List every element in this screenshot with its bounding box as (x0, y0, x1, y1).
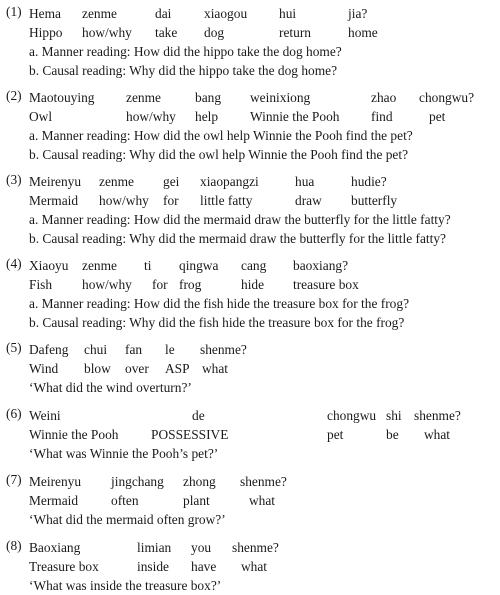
gloss-word: Winnie the Pooh (29, 427, 119, 442)
gloss-line (29, 191, 499, 210)
gloss-word: be (386, 427, 399, 442)
translation: ‘What did the mermaid often grow?’ (29, 512, 226, 527)
gloss-word: Mermaid (29, 193, 79, 208)
gloss-word: home (348, 25, 378, 40)
example-number: (8) (6, 538, 22, 553)
source-word: zenme (126, 90, 161, 105)
source-word: gei (163, 174, 180, 189)
manner-reading: a. Manner reading: How did the hippo take the dog home? (29, 44, 342, 59)
gloss-word: over (125, 361, 149, 376)
source-word: Weini (29, 408, 61, 423)
gloss-word: little fatty (200, 193, 253, 208)
source-line (29, 88, 499, 107)
gloss-word: have (191, 559, 217, 574)
source-word: hui (279, 6, 297, 21)
gloss-word: inside (137, 559, 169, 574)
source-word: cang (241, 258, 267, 273)
source-word: qingwa (179, 258, 219, 273)
example-number: (4) (6, 256, 22, 271)
example-number: (3) (6, 172, 22, 187)
source-line (29, 340, 499, 359)
gloss-word: what (424, 427, 451, 442)
gloss-word: how/why (82, 277, 132, 292)
source-word: zhao (371, 90, 397, 105)
source-word: de (192, 408, 205, 423)
gloss-word: pet (429, 109, 446, 124)
gloss-word: for (163, 193, 179, 208)
source-word: xiaogou (204, 6, 248, 21)
gloss-word: Owl (29, 109, 53, 124)
gloss-word: pet (327, 427, 344, 442)
gloss-word: Wind (29, 361, 59, 376)
source-word: you (191, 540, 212, 555)
source-word: Maotouying (29, 90, 95, 105)
source-word: shenme? (200, 342, 247, 357)
source-line (29, 172, 499, 191)
gloss-line (29, 425, 499, 444)
source-word: jia? (348, 6, 368, 21)
source-line (29, 4, 499, 23)
example-number: (1) (6, 4, 22, 19)
source-word: zenme (99, 174, 134, 189)
gloss-word: often (111, 493, 139, 508)
causal-reading: b. Causal reading: Why did the mermaid draw the butterfly for the little fatty? (29, 231, 446, 246)
source-word: Meirenyu (29, 474, 82, 489)
source-line (29, 256, 499, 275)
source-word: zhong (183, 474, 216, 489)
source-word: hua (295, 174, 315, 189)
gloss-line (29, 491, 499, 510)
gloss-word: how/why (82, 25, 132, 40)
translation: ‘What was Winnie the Pooh’s pet?’ (29, 446, 219, 461)
source-word: chongwu? (419, 90, 475, 105)
source-word: chongwu (327, 408, 377, 423)
gloss-word: how/why (126, 109, 176, 124)
source-word: fan (125, 342, 143, 357)
source-word: zenme (82, 6, 117, 21)
gloss-word: help (195, 109, 219, 124)
gloss-word: Hippo (29, 25, 63, 40)
gloss-line (29, 359, 499, 378)
gloss-word: POSSESSIVE (151, 427, 229, 442)
manner-reading: a. Manner reading: How did the fish hide the treasure box for the frog? (29, 296, 410, 311)
example-number: (2) (6, 88, 22, 103)
gloss-line (29, 275, 499, 294)
gloss-line (29, 557, 499, 576)
example-number: (6) (6, 406, 22, 421)
translation: ‘What did the wind overturn?’ (29, 380, 192, 395)
source-word: limian (137, 540, 172, 555)
gloss-word: find (371, 109, 393, 124)
source-word: chui (84, 342, 108, 357)
source-word: shi (386, 408, 402, 423)
source-word: Baoxiang (29, 540, 81, 555)
gloss-line (29, 23, 499, 42)
gloss-word: draw (295, 193, 322, 208)
causal-reading: b. Causal reading: Why did the owl help Winnie the Pooh find the pet? (29, 147, 409, 162)
source-line (29, 538, 499, 557)
source-word: shenme? (232, 540, 279, 555)
gloss-word: blow (84, 361, 111, 376)
gloss-word: Winnie the Pooh (250, 109, 340, 124)
gloss-word: dog (204, 25, 225, 40)
source-word: Xiaoyu (29, 258, 69, 273)
causal-reading: b. Causal reading: Why did the fish hide the treasure box for the frog? (29, 315, 405, 330)
source-word: dai (155, 6, 172, 21)
source-word: bang (195, 90, 222, 105)
gloss-word: take (155, 25, 178, 40)
source-word: baoxiang? (293, 258, 349, 273)
gloss-word: frog (179, 277, 202, 292)
source-word: shenme? (240, 474, 287, 489)
gloss-word: Treasure box (29, 559, 99, 574)
manner-reading: a. Manner reading: How did the mermaid draw the butterfly for the little fatty? (29, 212, 451, 227)
gloss-word: for (152, 277, 168, 292)
source-word: Hema (29, 6, 61, 21)
gloss-word: how/why (99, 193, 149, 208)
source-word: hudie? (351, 174, 387, 189)
source-line (29, 472, 499, 491)
gloss-word: what (249, 493, 276, 508)
translation: ‘What was inside the treasure box?’ (29, 578, 222, 593)
gloss-word: what (241, 559, 268, 574)
source-word: Meirenyu (29, 174, 82, 189)
gloss-word: return (279, 25, 311, 40)
gloss-word: Fish (29, 277, 53, 292)
gloss-word: ASP (165, 361, 190, 376)
gloss-word: butterfly (351, 193, 398, 208)
example-number: (5) (6, 340, 22, 355)
manner-reading: a. Manner reading: How did the owl help Winnie the Pooh find the pet? (29, 128, 413, 143)
gloss-word: Mermaid (29, 493, 79, 508)
gloss-word: what (202, 361, 229, 376)
source-word: jingchang (111, 474, 164, 489)
source-word: ti (144, 258, 152, 273)
gloss-word: treasure box (293, 277, 359, 292)
source-word: shenme? (414, 408, 461, 423)
source-line (29, 406, 499, 425)
source-word: zenme (82, 258, 117, 273)
source-word: Dafeng (29, 342, 69, 357)
source-word: weinixiong (250, 90, 311, 105)
gloss-word: plant (183, 493, 210, 508)
source-word: le (165, 342, 175, 357)
gloss-line (29, 107, 499, 126)
causal-reading: b. Causal reading: Why did the hippo take the dog home? (29, 63, 338, 78)
gloss-word: hide (241, 277, 265, 292)
source-word: xiaopangzi (200, 174, 259, 189)
example-number: (7) (6, 472, 22, 487)
